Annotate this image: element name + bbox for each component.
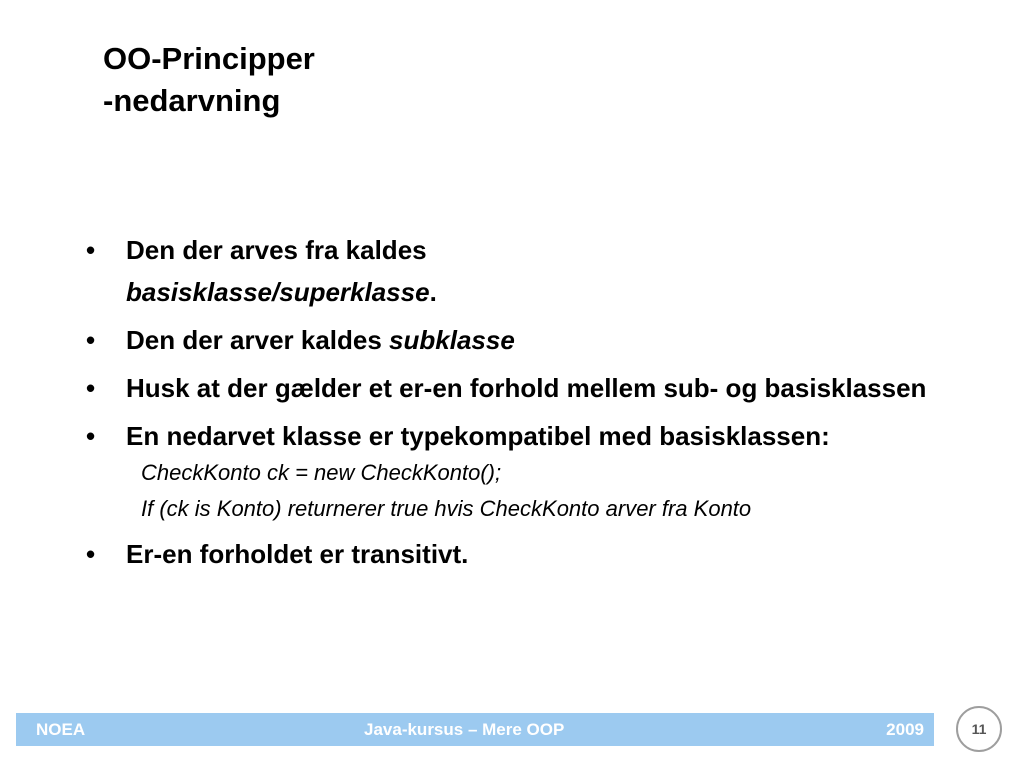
bullet-text: Husk at der gælder et er-en forhold mellem sub- og basisklassen xyxy=(126,373,927,403)
footer-course-title: Java-kursus – Mere OOP xyxy=(364,720,565,739)
bullet-glyph: • xyxy=(86,539,96,569)
slide-title-line-1: OO-Principper xyxy=(103,41,315,76)
bullet-item-1 xyxy=(86,229,946,313)
footer-organization: NOEA xyxy=(36,720,86,739)
bullet-glyph: • xyxy=(86,373,96,403)
bullet-text: Den der arver kaldes xyxy=(126,325,390,355)
code-line-2: If (ck is Konto) returnerer true hvis CheckKonto arver fra Konto xyxy=(141,496,752,521)
bullet-item-3 xyxy=(86,367,946,409)
footer-bar xyxy=(16,713,934,746)
bullet-list xyxy=(86,229,946,581)
bullet-text: Er-en forholdet er transitivt. xyxy=(126,539,469,569)
bullet-item-2 xyxy=(86,319,946,361)
bullet-italic-text: subklasse xyxy=(389,325,515,355)
bullet-glyph: • xyxy=(86,421,96,451)
slide-title xyxy=(103,38,315,122)
bullet-italic-text: basisklasse/superklasse xyxy=(126,277,430,307)
bullet-item-5 xyxy=(86,533,946,575)
slide-title-line-2: -nedarvning xyxy=(103,83,281,118)
code-line-1: CheckKonto ck = new CheckKonto(); xyxy=(141,460,502,485)
bullet-text: En nedarvet klasse er typekompatibel med basisklassen: xyxy=(126,421,830,451)
bullet-item-4 xyxy=(86,415,946,457)
footer-year: 2009 xyxy=(886,720,924,739)
bullet-glyph: • xyxy=(86,325,96,355)
bullet-text-suffix: . xyxy=(429,277,437,307)
bullet-text: Den der arves fra kaldes xyxy=(126,235,427,265)
page-number-badge xyxy=(956,706,1002,752)
bullet-glyph: • xyxy=(86,235,96,265)
page-number: 11 xyxy=(971,721,987,737)
